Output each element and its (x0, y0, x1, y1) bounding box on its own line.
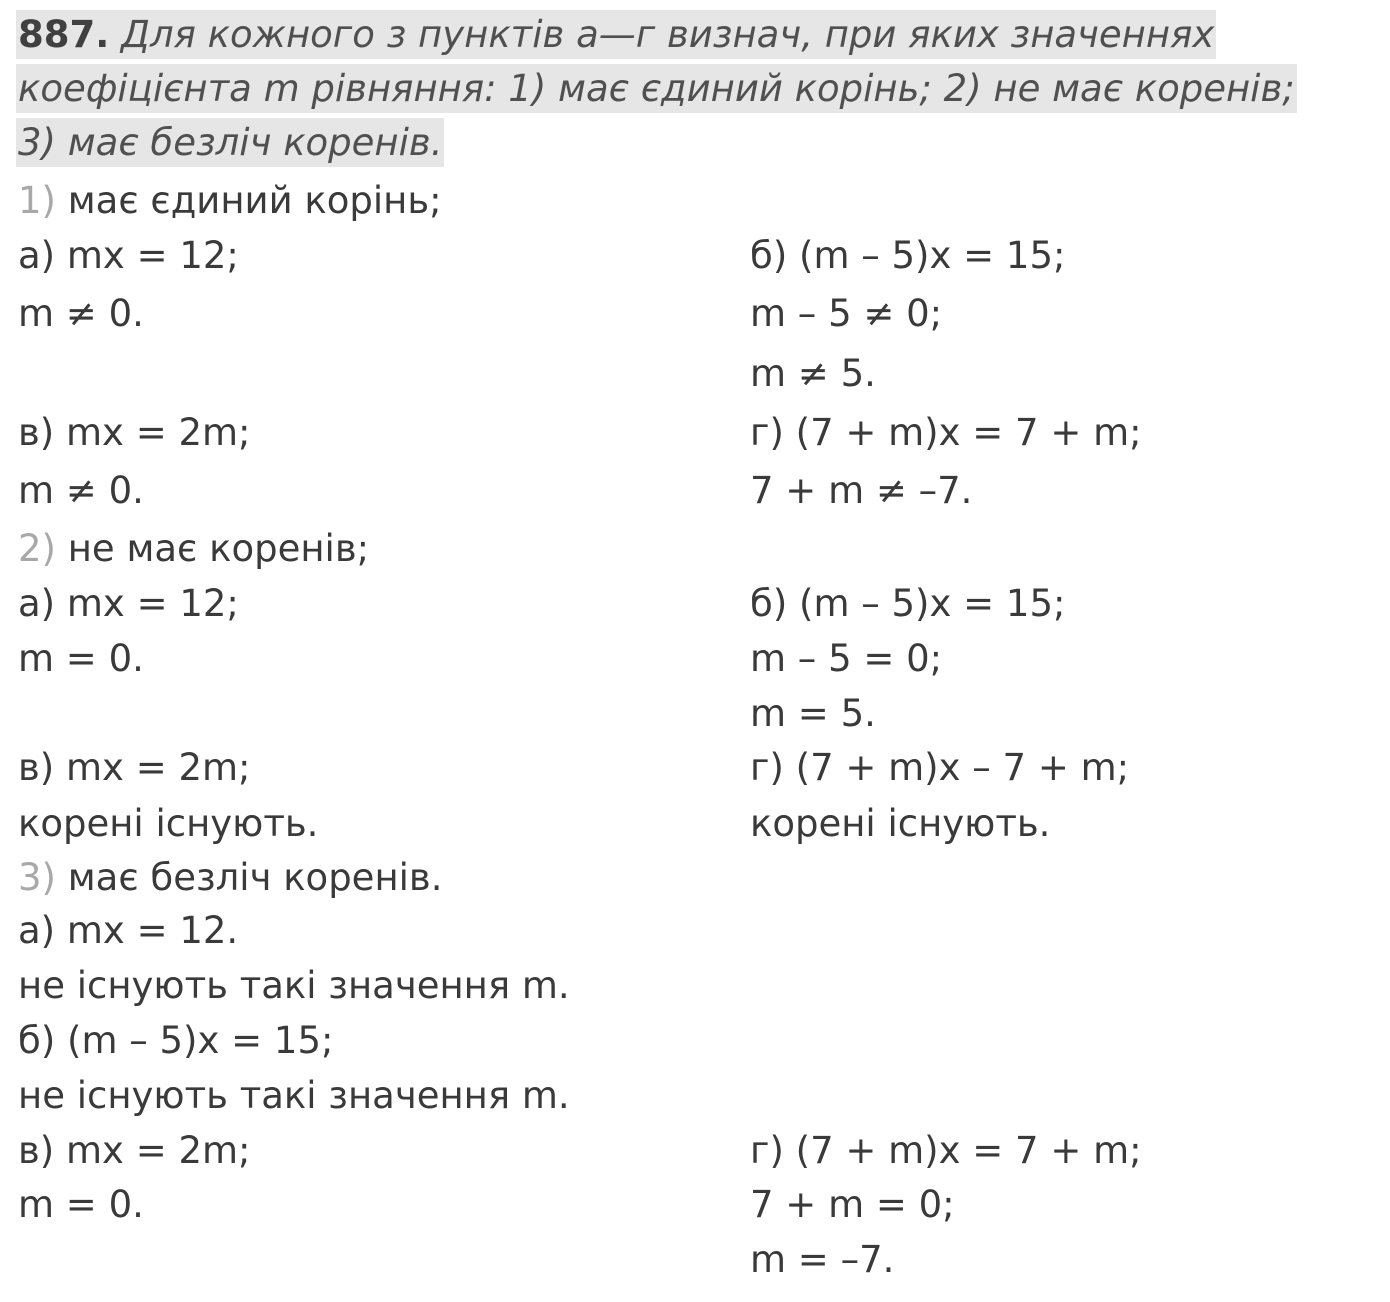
s2-a-eq: а) mx = 12; (18, 582, 239, 625)
s2-b-eq: б) (m – 5)x = 15; (750, 582, 1066, 625)
s2-a-result: m = 0. (18, 637, 144, 680)
s1-c-eq: в) mx = 2m; (18, 411, 251, 454)
s3-a-eq: а) mx = 12. (18, 909, 239, 952)
s2-b-result: m = 5. (750, 692, 876, 735)
s1-b-step: m – 5 ≠ 0; (750, 292, 943, 335)
s3-a-result: не існують такі значення m. (18, 964, 570, 1007)
s3-d-eq: г) (7 + m)x = 7 + m; (750, 1129, 1142, 1172)
s3-b-eq: б) (m – 5)x = 15; (18, 1019, 334, 1062)
s2-d-result: корені існують. (750, 802, 1051, 845)
s1-a-eq: а) mx = 12; (18, 234, 239, 277)
task-number: 887. (18, 13, 110, 56)
s1-d-result: 7 + m ≠ –7. (750, 469, 973, 512)
task-line-1: 887. Для кожного з пунктів а—г визнач, при яких значеннях (16, 10, 1216, 59)
section-3-heading: 3) має безліч коренів. (18, 856, 443, 899)
s1-b-result: m ≠ 5. (750, 352, 876, 395)
s3-c-eq: в) mx = 2m; (18, 1129, 251, 1172)
s2-c-result: корені існують. (18, 802, 319, 845)
s3-c-result: m = 0. (18, 1183, 144, 1226)
s2-c-eq: в) mx = 2m; (18, 746, 251, 789)
s3-b-result: не існують такі значення m. (18, 1074, 570, 1117)
task-line-2: коефіцієнта m рівняння: 1) має єдиний корінь; 2) не має коренів; (16, 64, 1297, 113)
task-line-3: 3) має безліч коренів. (16, 118, 444, 167)
s3-d-result: m = –7. (750, 1238, 895, 1281)
s2-d-eq: г) (7 + m)x – 7 + m; (750, 746, 1130, 789)
task-statement (16, 10, 1376, 172)
s3-d-step: 7 + m = 0; (750, 1183, 955, 1226)
s1-c-result: m ≠ 0. (18, 469, 144, 512)
s1-a-result: m ≠ 0. (18, 292, 144, 335)
s1-b-eq: б) (m – 5)x = 15; (750, 234, 1066, 277)
section-1-heading: 1) має єдиний корінь; (18, 179, 442, 222)
section-2-heading: 2) не має коренів; (18, 527, 370, 570)
s1-d-eq: г) (7 + m)x = 7 + m; (750, 411, 1142, 454)
s2-b-step: m – 5 = 0; (750, 637, 943, 680)
